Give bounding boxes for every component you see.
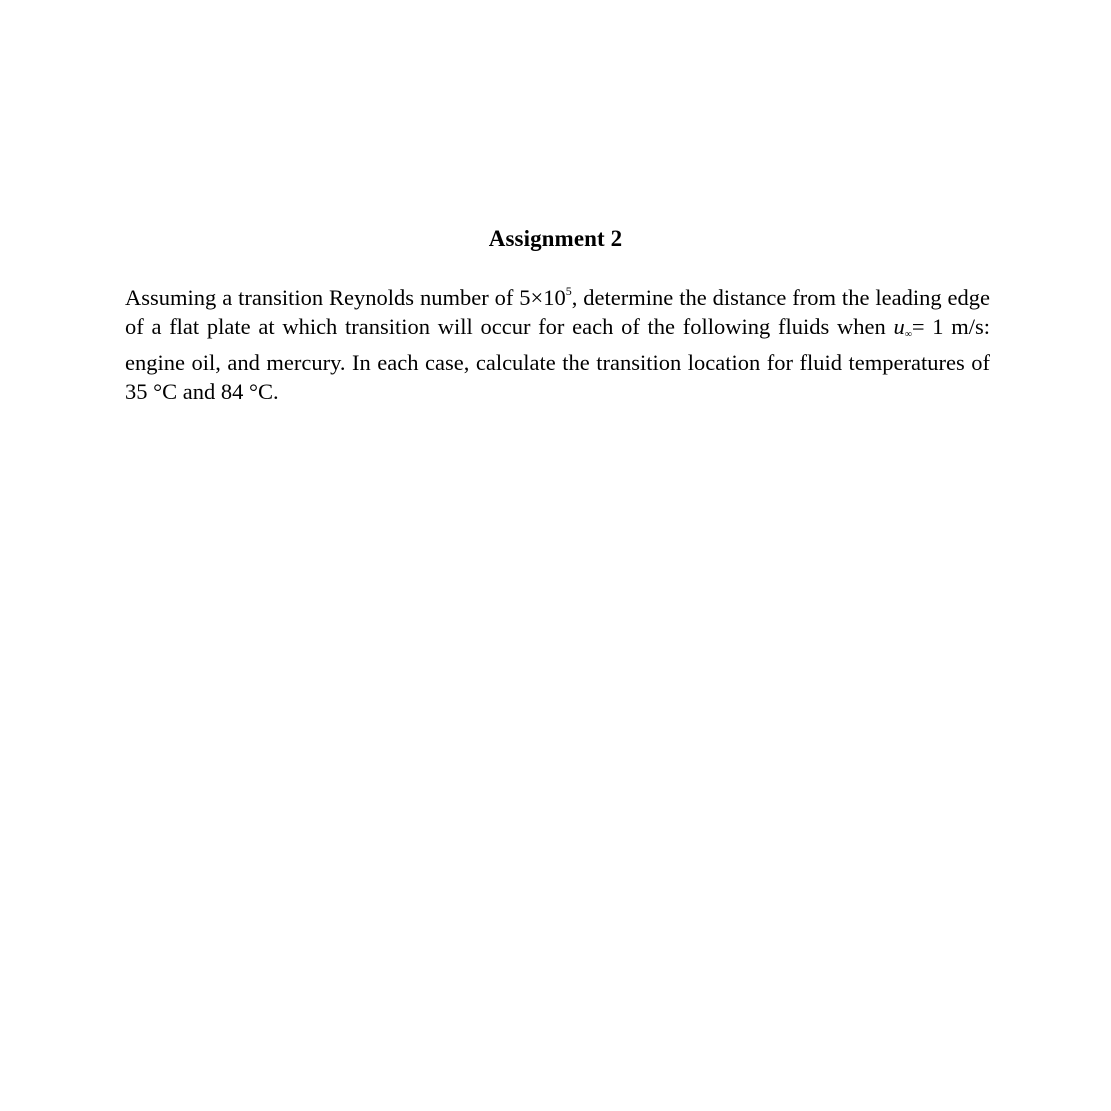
statement-part-1: Assuming a transition Reynolds number of 5×10 (125, 285, 566, 310)
infinity-subscript: ∞ (904, 328, 912, 340)
statement-part-3: = 1 m/s: engine oil, and mercury. In each case, calculate the transition location for fluid temperatures of 35 °C and 84 °C. (125, 313, 991, 404)
problem-statement (125, 284, 990, 406)
velocity-variable: u (893, 313, 905, 339)
assignment-title: Assignment 2 (488, 226, 623, 251)
statement-part-2: , determine the distance from the leading edge of a flat plate at which transition will occur for each of the following fluids when (125, 285, 990, 339)
exponent: 5 (565, 283, 572, 298)
